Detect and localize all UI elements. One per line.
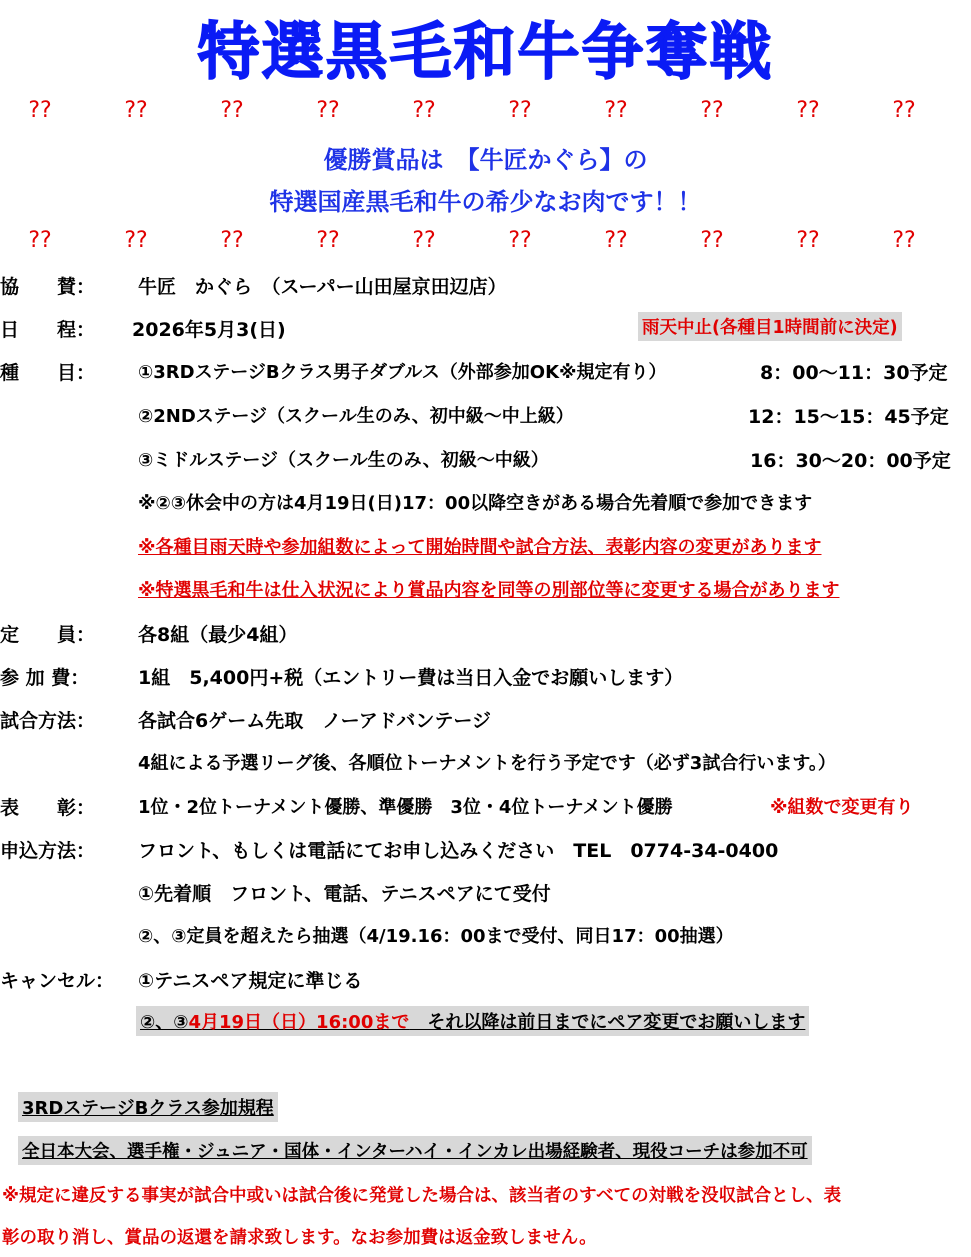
intro-line-2: 特選国産黒毛和牛の希少なお肉です！！ xyxy=(269,188,702,216)
decor-mark: ?? xyxy=(412,228,436,253)
decor-mark: ?? xyxy=(508,98,532,123)
event-name: ②2NDステージ（スクール生のみ、初中級～中上級） xyxy=(138,406,574,427)
event-time: 16：30～20：00予定 xyxy=(750,450,951,472)
cancel-line-2-suffix: それ以降は前日までにペア変更でお願いします xyxy=(409,1012,806,1033)
decor-mark: ?? xyxy=(700,228,724,253)
decor-mark: ?? xyxy=(412,98,436,123)
event-note-2: ※各種目雨天時や参加組数によって開始時間や試合方法、表彰内容の変更があります xyxy=(138,537,822,558)
capacity-value: 各8組（最少4組） xyxy=(138,624,298,646)
apply-label: 申込方法： xyxy=(0,840,96,862)
decor-mark: ?? xyxy=(796,98,820,123)
date-label: 日 程： xyxy=(0,319,96,341)
rules-heading: 3RDステージBクラス参加規程 xyxy=(18,1092,278,1122)
award-value: 1位・2位トーナメント優勝、準優勝 3位・4位トーナメント優勝 xyxy=(138,797,673,818)
rules-restriction: 全日本大会、選手権・ジュニア・国体・インターハイ・インカレ出場経験者、現役コーチは参加不可 xyxy=(18,1136,812,1165)
decor-mark: ?? xyxy=(892,98,916,123)
apply-line-1: フロント、もしくは電話にてお申し込みください TEL 0774-34-0400 xyxy=(138,840,779,862)
sponsor-value: 牛匠 かぐら （スーパー山田屋京田辺店） xyxy=(138,276,507,298)
date-value: 2026年5月3(日) xyxy=(132,319,286,341)
decor-mark: ?? xyxy=(124,98,148,123)
date-row xyxy=(0,315,971,345)
event-row-2 xyxy=(0,402,971,432)
decor-row-top xyxy=(0,98,971,128)
event-row-1 xyxy=(0,358,971,388)
capacity-label: 定 員： xyxy=(0,624,96,646)
rain-cancel-note: 雨天中止(各種目1時間前に決定) xyxy=(638,312,902,341)
cancel-line-1: ①テニスペア規定に準じる xyxy=(138,970,363,992)
decor-mark: ?? xyxy=(700,98,724,123)
decor-row-bottom xyxy=(0,228,971,258)
rules-penalty-2: 彰の取り消し、賞品の返還を請求致します。なお参加費は返金致しません。 xyxy=(2,1228,597,1248)
award-note: ※組数で変更有り xyxy=(770,797,914,818)
award-label: 表 彰： xyxy=(0,797,96,819)
event-time: 12：15～15：45予定 xyxy=(748,406,949,428)
format-line-2: 4組による予選リーグ後、各順位トーナメントを行う予定です（必ず3試合行います。） xyxy=(138,753,836,774)
event-row-3 xyxy=(0,446,971,476)
decor-mark: ?? xyxy=(604,228,628,253)
decor-mark: ?? xyxy=(28,228,52,253)
decor-mark: ?? xyxy=(220,228,244,253)
decor-mark: ?? xyxy=(604,98,628,123)
format-label: 試合方法： xyxy=(0,710,96,732)
intro-line-1: 優勝賞品は 【牛匠かぐら】の xyxy=(323,146,648,174)
decor-mark: ?? xyxy=(892,228,916,253)
sponsor-label: 協 賛： xyxy=(0,276,96,298)
decor-mark: ?? xyxy=(28,98,52,123)
apply-line-3: ②、③定員を超えたら抽選（4/19.16：00まで受付、同日17：00抽選） xyxy=(138,926,734,947)
events-label: 種 目： xyxy=(0,362,96,384)
cancel-label: キャンセル： xyxy=(0,970,115,992)
decor-mark: ?? xyxy=(796,228,820,253)
cancel-deadline: 4月19日（日）16:00まで xyxy=(188,1012,410,1033)
decor-mark: ?? xyxy=(220,98,244,123)
event-note-1: ※②③休会中の方は4月19日(日)17：00以降空きがある場合先着順で参加できます xyxy=(138,493,813,514)
event-name: ①3RDステージBクラス男子ダブルス（外部参加OK※規定有り） xyxy=(138,362,667,383)
fee-value: 1組 5,400円+税（エントリー費は当日入金でお願いします） xyxy=(138,667,684,689)
cancel-line-2 xyxy=(136,1006,809,1036)
apply-line-2: ①先着順 フロント、電話、テニスペアにて受付 xyxy=(138,883,551,905)
event-time: 8：00～11：30予定 xyxy=(760,362,948,384)
decor-mark: ?? xyxy=(508,228,532,253)
decor-mark: ?? xyxy=(124,228,148,253)
format-line-1: 各試合6ゲーム先取 ノーアドバンテージ xyxy=(138,710,491,732)
event-note-3: ※特選黒毛和牛は仕入状況により賞品内容を同等の別部位等に変更する場合があります xyxy=(138,580,840,601)
fee-label: 参 加 費： xyxy=(0,667,90,689)
decor-mark: ?? xyxy=(316,228,340,253)
page-title: 特選黒毛和牛争奪戦 xyxy=(197,15,774,88)
rules-penalty-1: ※規定に違反する事実が試合中或いは試合後に発覚した場合は、該当者のすべての対戦を没収試合とし、表 xyxy=(2,1186,842,1206)
event-name: ③ミドルステージ（スクール生のみ、初級～中級） xyxy=(138,450,549,471)
decor-mark: ?? xyxy=(316,98,340,123)
cancel-line-2-prefix: ②、③ xyxy=(140,1012,189,1033)
